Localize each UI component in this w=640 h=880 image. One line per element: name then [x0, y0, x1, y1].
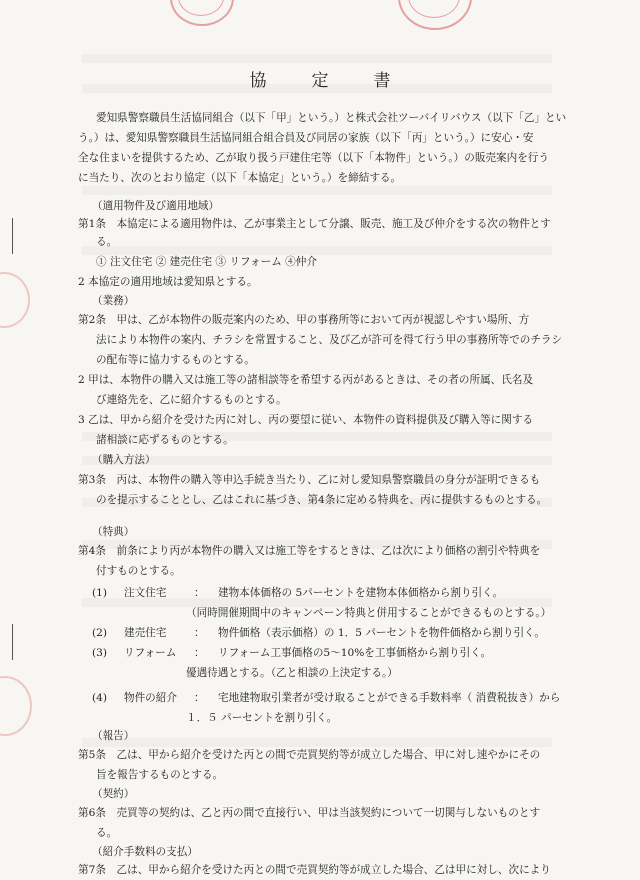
article-text: 第3条 丙は、本物件の購入等申込手続き当たり、乙に対し愛知県警察職員の身分が証明できるも: [78, 474, 541, 486]
benefit-item-continuation: 優遇待遇とする。（乙と相談の上決定する。）: [186, 667, 398, 679]
article-text: 3 乙は、甲から紹介を受けた丙に対し、丙の要望に従い、本物件の資料提供及び購入等に関する: [78, 414, 534, 426]
preamble-line: 全な住まいを提供するため、乙が取り扱う戸建住宅等（以下「本物件」という。）の販売案内を行う: [78, 152, 549, 164]
benefit-item: (4) 物件の紹介 ： 宅地建物取引業者が受け取ることができる手数料率（ 消費税抜き）から: [92, 688, 562, 708]
article-text: の配布等に協力するものとする。: [96, 354, 255, 366]
benefit-item: (1) 注文住宅 ： 建物本体価格の 5パーセントを建物本体価格から割り引く。: [92, 583, 562, 603]
benefit-item-label: 物件の紹介: [124, 692, 177, 704]
section-heading: （報告）: [92, 730, 135, 742]
benefit-item-text: 物件価格（表示価格）の 1．5 パーセントを物件価格から割り引く。: [218, 627, 546, 639]
benefit-item-continuation: （同時開催期間中のキャンペーン特典と併用することができるものとする。）: [186, 607, 552, 619]
benefit-item: (3) リフォーム ： リフォーム工事価格の5～10%を工事価格から割り引く。: [92, 643, 562, 663]
section-heading: （契約）: [92, 788, 135, 800]
article-text: び連絡先を、乙に紹介するものとする。: [96, 394, 287, 406]
article-text: 第4条 前条により丙が本物件の購入又は施工等をするときは、乙は次により価格の割引や特典を: [78, 545, 541, 557]
bleed-through-text: [82, 54, 552, 63]
binding-mark-upper: [12, 218, 13, 254]
preamble-line: に当たり、次のとおり協定（以下「本協定」という。）を締結する。: [78, 172, 402, 184]
article-text: 2 本協定の適用地域は愛知県とする。: [78, 276, 258, 288]
article-text: 第7条 乙は、甲から紹介を受けた丙との間で売買契約等が成立した場合、乙は甲に対し、次により: [78, 864, 551, 876]
article-text: 2 甲は、本物件の購入又は施工等の諸相談等を希望する丙があるときは、その者の所属、氏名及: [78, 374, 534, 386]
binding-mark-lower: [12, 624, 13, 660]
article-text: 第6条 売買等の契約は、乙と丙の間で直接行い、甲は当該契約について一切関与しないものとす: [78, 807, 541, 819]
benefit-item-text: 建物本体価格の 5パーセントを建物本体価格から割り引く。: [218, 587, 504, 599]
article-text: る。: [96, 827, 118, 839]
section-heading: （紹介手数料の支払）: [92, 846, 198, 858]
benefit-item-continuation: １．５ パーセントを割り引く。: [186, 712, 338, 724]
article-text: 第2条 甲は、乙が本物件の販売案内のため、甲の事務所等において丙が視認しやすい場所、方: [78, 314, 530, 326]
article-text: のを提示することとし、乙はこれに基づき、第4条に定める特典を、丙に提供するものとする。: [96, 494, 548, 506]
benefit-item-label: 建売住宅: [124, 627, 167, 639]
benefit-item-label: リフォーム: [124, 647, 177, 659]
section-heading: （特典）: [92, 526, 135, 538]
benefit-item-number: (2): [92, 627, 108, 639]
benefit-item-text: 宅地建物取引業者が受け取ることができる手数料率（ 消費税抜き）から: [218, 692, 561, 704]
article-text: 付すものとする。: [96, 565, 181, 577]
section-heading: （適用物件及び適用地域）: [92, 200, 220, 212]
benefit-item: (2) 建売住宅 ： 物件価格（表示価格）の 1．5 パーセントを物件価格から割り引く。: [92, 623, 562, 643]
benefit-item-number: (1): [92, 587, 108, 599]
seal-stamp-top-right: [398, 0, 472, 30]
benefit-item-label: 注文住宅: [124, 587, 167, 599]
preamble-line: 愛知県警察職員生活協同組合（以下「甲」という。）と株式会社ツーバイリバウス（以下「乙」とい: [96, 112, 567, 124]
benefit-item-number: (3): [92, 647, 108, 659]
seal-stamp-left-margin-2: [0, 676, 32, 736]
article-text: ① 注文住宅 ② 建売住宅 ③ リフォーム ④仲介: [96, 256, 317, 268]
article-text: 諸相談に応ずるものとする。: [96, 434, 234, 446]
benefit-item-text: リフォーム工事価格の5～10%を工事価格から割り引く。: [218, 647, 492, 659]
seal-stamp-top-left: [170, 0, 234, 26]
article-text: 第5条 乙は、甲から紹介を受けた丙との間で売買契約等が成立した場合、甲に対し速やかにその: [78, 749, 541, 761]
article-text: 第1条 本協定による適用物件は、乙が事業主として分譲、販売、施工及び仲介をする次の物件とす: [78, 218, 551, 230]
section-heading: （業務）: [92, 295, 135, 307]
article-text: 旨を報告するものとする。: [96, 769, 224, 781]
preamble-line: う。）は、愛知県警察職員生活協同組合組合員及び同居の家族（以下「丙」という。）に安心・安: [78, 132, 534, 144]
section-heading: （購入方法）: [92, 454, 156, 466]
seal-stamp-left-margin-1: [0, 272, 30, 328]
article-text: 法により本物件の案内、チラシを常置すること、及び乙が許可を得て行う甲の事務所等でのチラシ: [96, 334, 563, 346]
article-text: る。: [96, 236, 118, 248]
benefit-item-number: (4): [92, 692, 108, 704]
document-title: 協 定 書: [249, 71, 405, 91]
